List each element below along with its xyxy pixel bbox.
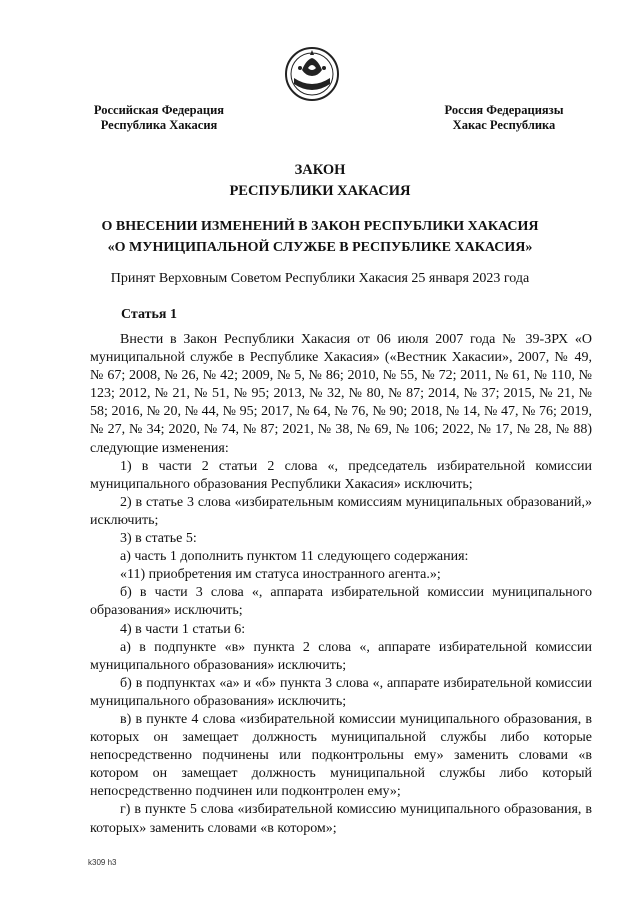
header-right-country: Россия Федерациязы [444,103,564,117]
paragraph-item-4g: г) в пункте 5 слова «избирательной комиссию муниципального образования, в которых» заменить словами «в котором»; [90,802,592,836]
document-subject [0,216,640,258]
header-left [86,103,232,133]
article-heading: Статья 1 [121,307,177,322]
paragraph-item-4: 4) в части 1 статьи 6: [120,621,246,637]
paragraph-item-2: 2) в статье 3 слова «избирательным комиссиям муниципальных образований,» исключить; [90,494,592,528]
paragraph-item-4v: в) в пункте 4 слова «избирательной комиссии муниципального образования, в которых он замещает должность муниципальной службы либо которые непосредственно подчинены или подконтрольны ему» заменить словами «в котором он замещает должность муниципальной службы либо который непосредственно подчинен или подконтролен ему»; [90,711,592,800]
document-type [0,160,640,202]
paragraph-item-3: 3) в статье 5: [120,531,197,547]
adoption-line: Принят Верховным Советом Республики Хакасия 25 января 2023 года [110,271,530,286]
paragraph-intro: Внести в Закон Республики Хакасия от 06 июля 2007 года № 39-ЗРХ «О муниципальной службе в Республике Хакасия» («Вестник Хакасии», 2007, № 49, № 67; 2008, № 26, № 42; 2009, № 5, № 86; 2010, № 55, № 72; 2011, № 61, № 110, № 123; 2012, № 21, № 51, № 95; 2013, № 32, № 80, № 87; 2014, № 37; 2015, № 21, № 58; 2016, № 20, № 44, № 95; 2017, № 64, № 76, № 90; 2018, № 14, № 47, № 76; 2019, № 27, № 34; 2020, № 74, № 87; 2021, № 38, № 69, № 106; 2022, № 17, № 28, № 88) следующие изменения: [90,332,592,456]
paragraph-item-3b: б) в части 3 слова «, аппарата избирательной комиссии муниципального образования» исключить; [90,585,592,619]
header-right-republic: Хакас Республика [452,118,556,132]
document-subject-line1: О ВНЕСЕНИИ ИЗМЕНЕНИЙ В ЗАКОН РЕСПУБЛИКИ ХАКАСИЯ [101,219,539,234]
paragraph-item-3a-text: «11) приобретения им статуса иностранного агента.»; [120,567,441,583]
paragraph-item-4b: б) в подпунктах «а» и «б» пункта 3 слова «, аппарате избирательной комиссии муниципального образования» исключить; [90,675,592,709]
header-left-country: Российская Федерация [93,103,225,117]
footer-code: k309 h3 [88,858,117,867]
document-type-line2: РЕСПУБЛИКИ ХАКАСИЯ [229,183,411,199]
document-type-line1: ЗАКОН [294,162,346,178]
document-subject-line2: «О МУНИЦИПАЛЬНОЙ СЛУЖБЕ В РЕСПУБЛИКЕ ХАКАСИЯ» [107,240,533,255]
header-left-republic: Республика Хакасия [100,118,218,132]
article-body [90,331,592,838]
paragraph-item-3a: а) часть 1 дополнить пунктом 11 следующего содержания: [120,549,469,565]
header-right [440,103,568,133]
paragraph-item-4a: а) в подпункте «в» пункта 2 слова «, аппарате избирательной комиссии муниципального образования» исключить; [90,639,592,673]
paragraph-item-1: 1) в части 2 статьи 2 слова «, председатель избирательной комиссии муниципального образования Республики Хакасия» исключить; [90,458,592,492]
coat-of-arms-emblem [284,46,340,102]
